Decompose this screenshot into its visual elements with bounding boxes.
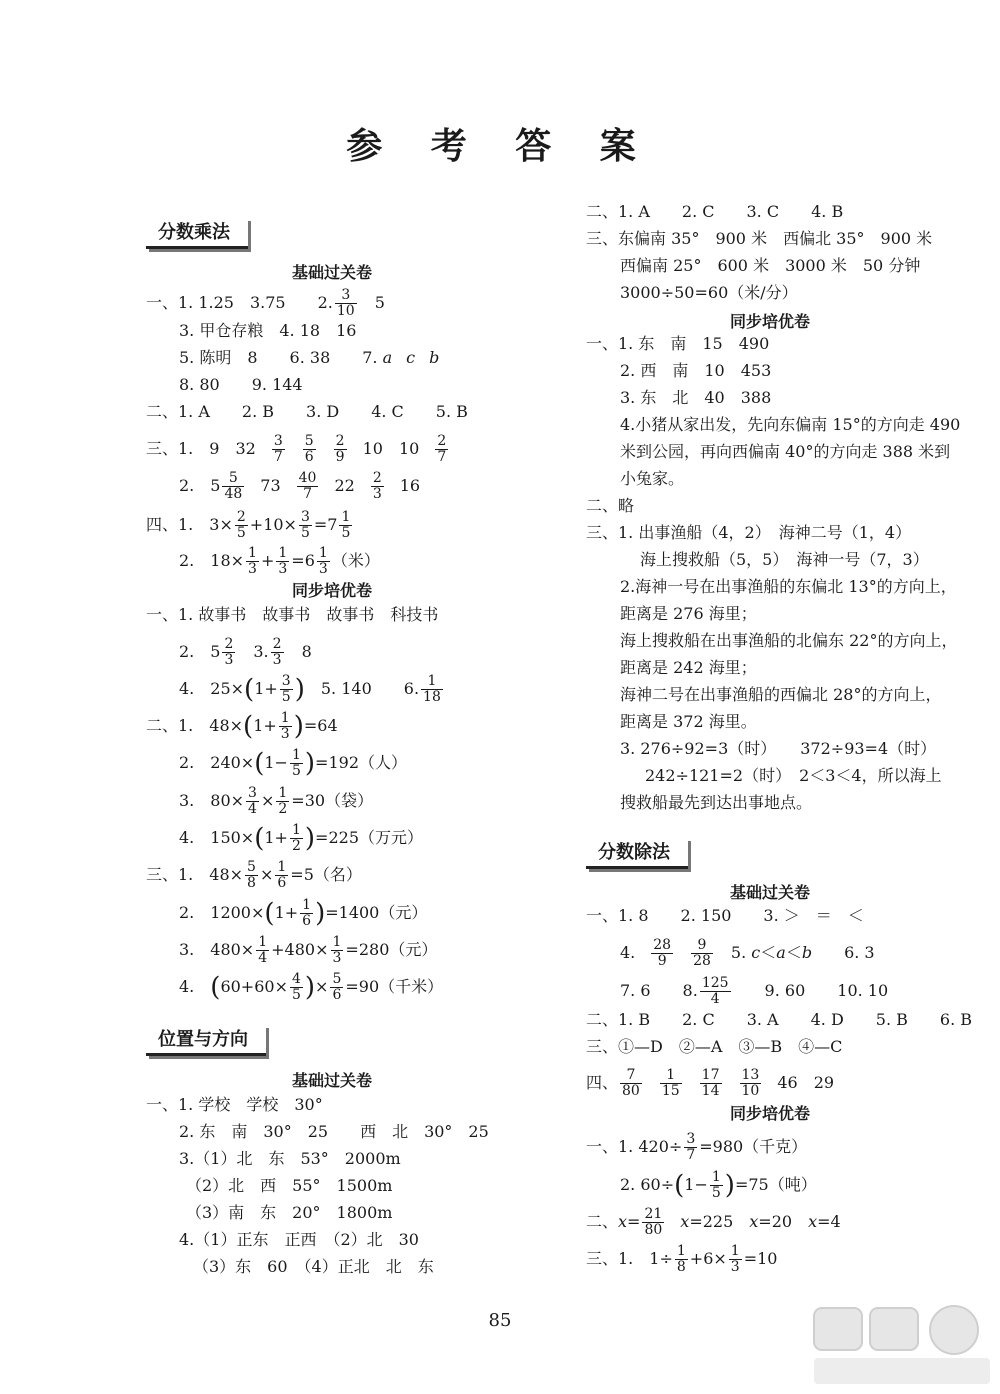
answer-line: 一、1. 故事书 故事书 故事书 科技书	[146, 605, 439, 624]
answer-line: 四、1. 3× $\frac{2}{5}$ +10× $\frac{3}{5}$ =7 $\frac{1}{5}$	[146, 509, 351, 541]
watermark-logo	[806, 1300, 996, 1390]
answer-line: 三、1. 出事渔船（4，2） 海神二号（1，4）	[586, 523, 912, 542]
answer-line: 距离是 372 海里。	[620, 712, 757, 731]
answer-line: 一、1. 420÷ $\frac{3}{7}$ =980（千克）	[586, 1131, 808, 1163]
answer-line: 二、x= $\frac{21}{80}$ x=225 x=20 x=4	[586, 1206, 841, 1238]
answer-line: 搜救船最先到达出事地点。	[620, 793, 813, 812]
answer-line: 3. 东 北 40 388	[620, 388, 772, 407]
answer-line: 二、1. A 2. C 3. C 4. B	[586, 202, 844, 221]
section-title-position-direction: 位置与方向	[146, 1025, 266, 1056]
answer-line: 海上搜救船（5，5） 海神一号（7，3）	[640, 550, 929, 569]
answer-line: 4. 150×(1+ $\frac{1}{2}$ )=225（万元）	[179, 822, 423, 854]
answer-line: 西偏南 25° 600 米 3000 米 50 分钟	[620, 256, 921, 275]
subsection-basic-test: 基础过关卷	[730, 883, 811, 902]
answer-line: 2. 东 南 30° 25 西 北 30° 25	[179, 1122, 489, 1141]
answer-line: 3.（1）北 东 53° 2000m	[179, 1149, 401, 1168]
answer-line: 二、1. B 2. C 3. A 4. D 5. B 6. B	[586, 1010, 973, 1029]
answer-line: 2. 1200×(1+ $\frac{1}{6}$ )=1400（元）	[179, 897, 428, 929]
subsection-basic-test: 基础过关卷	[292, 1071, 373, 1090]
answer-line: 三、东偏南 35° 900 米 西偏北 35° 900 米	[586, 229, 933, 248]
answer-line: 四、 $\frac{7}{80}$ $\frac{1}{15}$ $\frac{17}{14}$ $\frac{13}{10}$ 46 29	[586, 1067, 835, 1099]
subsection-basic-test: 基础过关卷	[292, 263, 373, 282]
answer-line: 4. 25×(1+ $\frac{3}{5}$ ) 5. 140 6. $\frac{1}{18}$	[179, 673, 441, 705]
answer-line: 距离是 276 海里；	[620, 604, 757, 623]
answer-line: 4. $\frac{28}{9}$ $\frac{9}{28}$ 5. c＜a＜b 6. 3	[620, 937, 875, 969]
answer-line: 2.海神一号在出事渔船的东偏北 13°的方向上，	[620, 577, 957, 596]
subsection-advanced-test: 同步培优卷	[730, 1104, 811, 1123]
subsection-advanced-test: 同步培优卷	[730, 312, 811, 331]
answer-line: 二、略	[586, 496, 635, 515]
answer-line: 4.（1）正东 正西 （2）北 30	[179, 1230, 419, 1249]
answer-line: 一、1. 1.25 3.75 2. $\frac{3}{10}$ 5	[146, 287, 385, 319]
answer-line: 2. 18× $\frac{1}{3}$ + $\frac{1}{3}$ =6 $\frac{1}{3}$ （米）	[179, 545, 380, 577]
page-title: 参 考 答 案	[346, 125, 654, 167]
answer-line: （2）北 西 55° 1500m	[186, 1176, 393, 1195]
answer-line: 小兔家。	[620, 469, 685, 488]
section-title-fraction-division: 分数除法	[586, 838, 688, 869]
page-number: 85	[488, 1310, 512, 1331]
answer-line: 二、1. 48×(1+ $\frac{1}{3}$ )=64	[146, 710, 338, 742]
answer-line: 3. 480× $\frac{1}{4}$ +480× $\frac{1}{3}$ =280（元）	[179, 934, 438, 966]
answer-line: 一、1. 8 2. 150 3. ＞ ＝ ＜	[586, 906, 864, 925]
answer-line: 4. (60+60× $\frac{4}{5}$ )× $\frac{5}{6}$ =90（千米）	[179, 971, 444, 1003]
answer-line: 3. 276÷92=3（时） 372÷93=4（时）	[620, 739, 937, 758]
subsection-advanced-test: 同步培优卷	[292, 581, 373, 600]
answer-line: 2. 240×(1− $\frac{1}{5}$ )=192（人）	[179, 747, 407, 779]
answer-line: 7. 6 8. $\frac{125}{4}$ 9. 60 10. 10	[620, 975, 889, 1007]
answer-line: 2. 5 $\frac{5}{48}$ 73 $\frac{40}{7}$ 22 $\frac{2}{3}$ 16	[179, 470, 421, 502]
answer-line: 海上搜救船在出事渔船的北偏东 22°的方向上，	[620, 631, 958, 650]
answer-line: 5. 陈明 8 6. 38 7. a c b	[179, 348, 440, 367]
answer-line: （3）东 60 （4）正北 北 东	[193, 1257, 434, 1276]
answer-line: 3000÷50=60（米/分）	[620, 283, 798, 302]
answer-line: 3. 80× $\frac{3}{4}$ × $\frac{1}{2}$ =30（袋）	[179, 785, 374, 817]
answer-line: 三、①—D ②—A ③—B ④—C	[586, 1037, 843, 1056]
answer-line: 二、1. A 2. B 3. D 4. C 5. B	[146, 402, 468, 421]
answer-line: 242÷121=2（时） 2＜3＜4，所以海上	[645, 766, 942, 785]
answer-line: 三、1. 48× $\frac{5}{8}$ × $\frac{1}{6}$ =5（名）	[146, 859, 362, 891]
answer-line: 2. 西 南 10 453	[620, 361, 772, 380]
answer-line: 8. 80 9. 144	[179, 375, 303, 394]
answer-line: 2. 5 $\frac{2}{3}$ 3. $\frac{2}{3}$ 8	[179, 636, 312, 668]
answer-line: 2. 60÷(1− $\frac{1}{5}$ )=75（吨）	[620, 1169, 817, 1201]
answer-line: 一、1. 学校 学校 30°	[146, 1095, 323, 1114]
answer-line: 距离是 242 海里；	[620, 658, 757, 677]
answer-line: 海神二号在出事渔船的西偏北 28°的方向上，	[620, 685, 942, 704]
section-title-fraction-multiplication: 分数乘法	[146, 218, 248, 249]
answer-line: 4.小猪从家出发，先向东偏南 15°的方向走 490	[620, 415, 961, 434]
answer-line: 三、1. 1÷ $\frac{1}{8}$ +6× $\frac{1}{3}$ =10	[586, 1243, 778, 1275]
answer-line: 3. 甲仓存粮 4. 18 16	[179, 321, 357, 340]
answer-line: 米到公园，再向西偏南 40°的方向走 388 米到	[620, 442, 951, 461]
answer-line: （3）南 东 20° 1800m	[186, 1203, 393, 1222]
answer-line: 三、1. 9 32 $\frac{3}{7}$ $\frac{5}{6}$ $\frac{2}{9}$ 10 10 $\frac{2}{7}$	[146, 433, 447, 465]
answer-line: 一、1. 东 南 15 490	[586, 334, 770, 353]
